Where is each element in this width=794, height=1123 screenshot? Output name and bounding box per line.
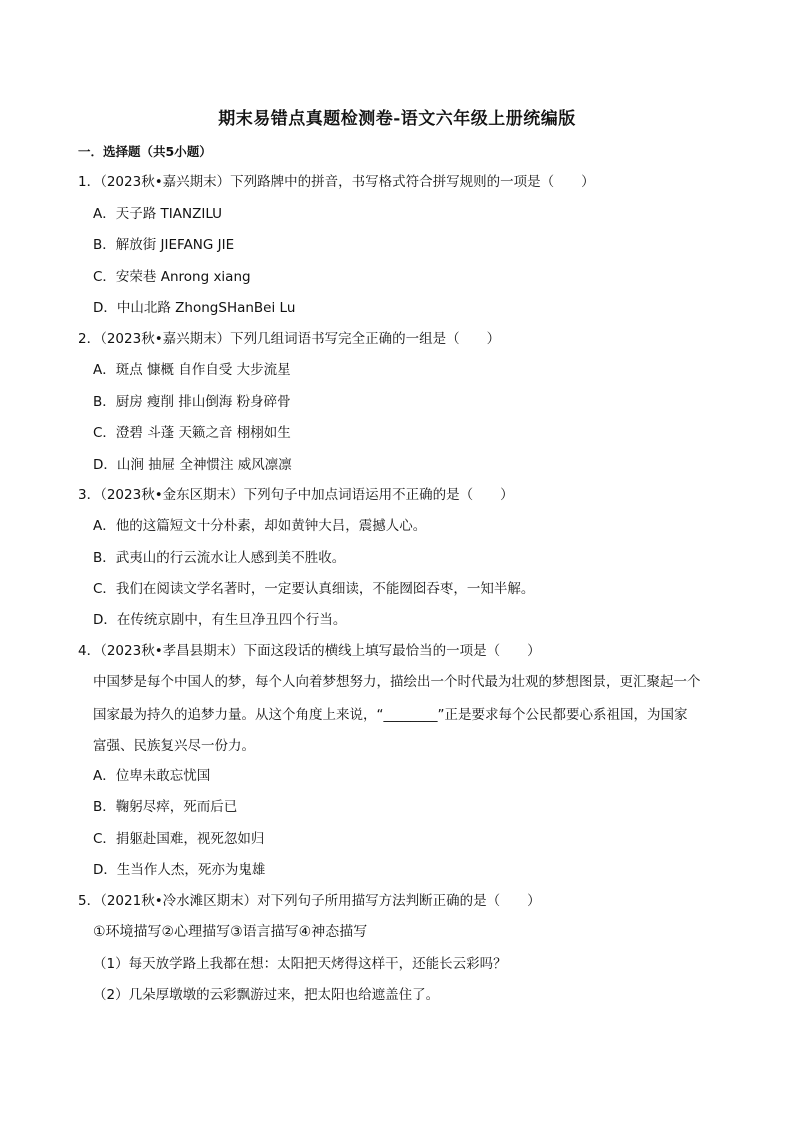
question-4-passage-line-1: 中国梦是每个中国人的梦，每个人向着梦想努力，描绘出一个时代最为壮观的梦想图景，更汇聚起一个 [93, 674, 701, 690]
question-3-stem: 3．（2023秋•金东区期末）下列句子中加点词语运用不正确的是（ ） [78, 487, 514, 503]
question-5-methods: ①环境描写②心理描写③语言描写④神态描写 [93, 924, 368, 940]
question-1-option-c: C．安荣巷 Anrong xiang [93, 269, 251, 285]
question-2-option-b: B．厨房 瘦削 排山倒海 粉身碎骨 [93, 394, 291, 410]
question-3-option-b: B．武夷山的行云流水让人感到美不胜收。 [93, 550, 346, 566]
question-5-sentence-1: （1）每天放学路上我都在想：太阳把天烤得这样干，还能长云彩吗？ [93, 956, 507, 972]
question-4-passage-line-3: 富强、民族复兴尽一份力。 [93, 738, 255, 754]
question-4-option-a: A．位卑未敢忘忧国 [93, 768, 211, 784]
question-4-option-b: B．鞠躬尽瘁，死而后已 [93, 799, 238, 815]
question-2-option-a: A．斑点 慷概 自作自受 大步流星 [93, 362, 291, 378]
question-3-option-a: A．他的这篇短文十分朴素，却如黄钟大吕，震撼人心。 [93, 518, 427, 534]
question-5-sentence-2: （2）几朵厚墩墩的云彩飘游过来，把太阳也给遮盖住了。 [93, 987, 440, 1003]
question-3-option-d: D．在传统京剧中，有生旦净丑四个行当。 [93, 612, 347, 628]
question-4-stem: 4．（2023秋•孝昌县期末）下面这段话的横线上填写最恰当的一项是（ ） [78, 643, 541, 659]
question-1-option-a: A．天子路 TIANZILU [93, 206, 223, 222]
question-1-stem: 1．（2023秋•嘉兴期末）下列路牌中的拼音，书写格式符合拼写规则的一项是（ ） [78, 174, 595, 190]
question-2-stem: 2．（2023秋•嘉兴期末）下列几组词语书写完全正确的一组是（ ） [78, 331, 501, 347]
section-heading: 一．选择题（共5小题） [78, 144, 212, 159]
question-2-option-d: D．山涧 抽屉 全神惯注 威风凛凛 [93, 457, 292, 473]
question-4-passage-line-2: 国家最为持久的追梦力量。从这个角度上来说，“________”正是要求每个公民都要心系祖国，为国家 [93, 707, 688, 723]
question-1-option-b: B．解放街 JIEFANG JIE [93, 237, 235, 253]
question-4-option-d: D．生当作人杰，死亦为鬼雄 [93, 862, 266, 878]
question-3-option-c: C．我们在阅读文学名著时，一定要认真细读，不能囫囵吞枣，一知半解。 [93, 581, 535, 597]
question-2-option-c: C．澄碧 斗蓬 天籁之音 栩栩如生 [93, 425, 291, 441]
exam-title: 期末易错点真题检测卷-语文六年级上册统编版 [218, 109, 576, 129]
question-4-option-c: C．捐躯赴国难，视死忽如归 [93, 831, 265, 847]
question-1-option-d: D．中山北路 ZhongSHanBei Lu [93, 300, 296, 316]
question-5-stem: 5．（2021秋•冷水滩区期末）对下列句子所用描写方法判断正确的是（ ） [78, 893, 541, 909]
